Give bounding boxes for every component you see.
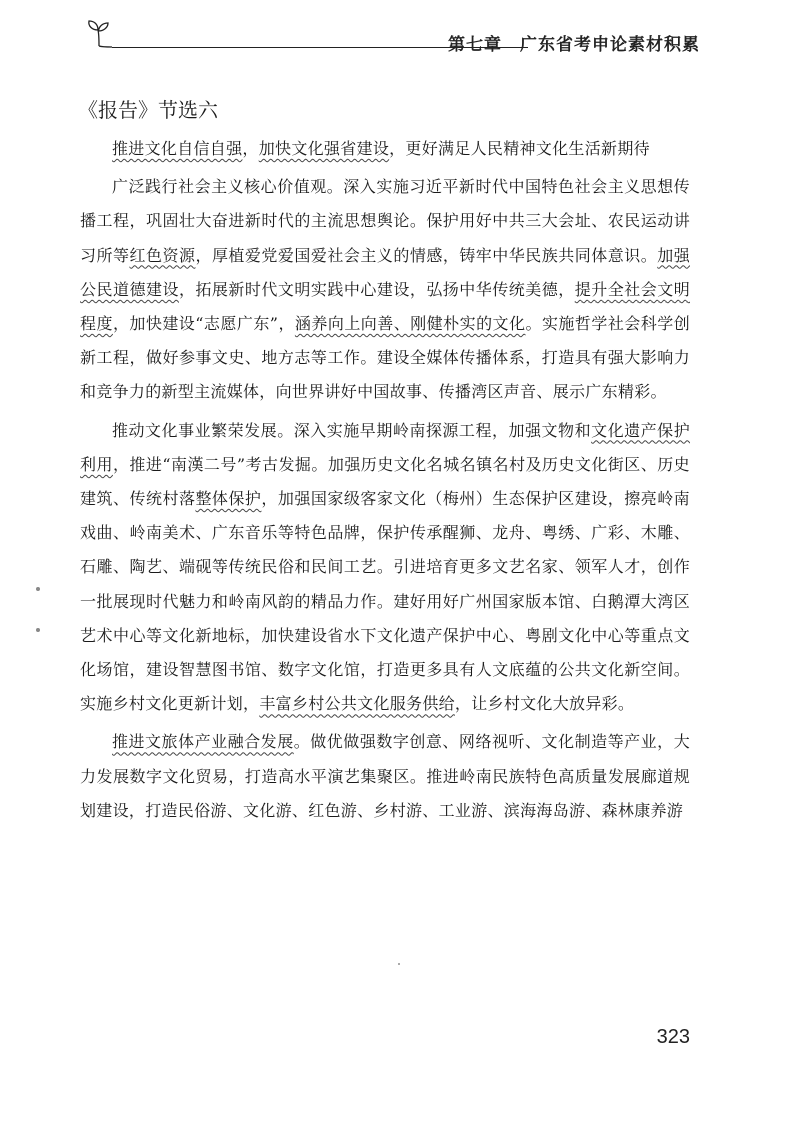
text-run: 。实施哲学社会科学创新工程，做好参事文史、地方志等工作。建设全媒体传播体系，打造具有强大影响力和竞争力的新型主流媒体，向世界讲好中国故事、传播湾区声音、展示广东精彩。: [80, 314, 690, 402]
underlined-phrase: 整体保护: [195, 489, 262, 509]
margin-mark: [36, 628, 40, 632]
underlined-phrase: 推进文化自信自强: [112, 139, 243, 158]
underlined-phrase: 加强公民道德建设: [80, 245, 690, 299]
chapter-title: 第七章 广东省考申论素材积累: [448, 35, 700, 55]
underlined-phrase: 推进文旅体产业融合发展: [112, 732, 294, 752]
paragraph-tourism-integration: [80, 725, 690, 828]
scan-speck: [398, 963, 400, 965]
text-run: 推动文化事业繁荣发展。深入实施早期岭南探源工程，加强文物和: [112, 420, 592, 440]
body-text: [80, 132, 690, 832]
text-run: ，: [242, 139, 259, 158]
text-run: ，更好满足人民精神文化生活新期待: [389, 139, 650, 158]
underlined-phrase: 提升全社会文明程度: [80, 279, 690, 334]
section-title: 《报告》节选六: [78, 98, 218, 122]
text-run: ，拓展新时代文明实践中心建设，弘扬中华传统美德，: [178, 279, 575, 299]
underlined-phrase: 加快文化强省建设: [258, 139, 390, 158]
page-header: [86, 18, 700, 58]
text-run: ，厚植爱党爱国爱社会主义的情感，铸牢中华民族共同体意识。: [195, 245, 658, 265]
text-run: 广泛践行社会主义核心价值观。深入实施习近平新时代中国特色社会主义思想传播工程，巩固壮大奋进新时代的主流思想舆论。保护用好中共三大会址、农民运动讲习所等: [80, 177, 690, 265]
paragraph-cultural-undertakings: [80, 414, 690, 722]
text-run: ，加强国家级客家文化（梅州）生态保护区建设，擦亮岭南戏曲、岭南美术、广东音乐等特色品牌，保护传承醒狮、龙舟、粤绣、广彩、木雕、石雕、陶艺、端砚等传统民俗和民间工艺。引进培育更多文艺名家、领军人才，创作一批展现时代魅力和岭南风韵的精品力作。建好用好广州国家版本馆、白鹅潭大湾区艺术中心等文化新地标，加快建设省水下文化遗产保护中心、粤剧文化中心等重点文化场馆，建设智慧图书馆、数字文化馆，打造更多具有人文底蕴的公共文化新空间。实施乡村文化更新计划，: [80, 489, 690, 714]
text-run: 。做优做强数字创意、网络视听、文化制造等产业，大力发展数字文化贸易，打造高水平演艺集聚区。推进岭南民族特色高质量发展廊道规划建设，打造民俗游、文化游、红色游、乡村游、工业游、滨海海岛游、森林康养游: [80, 732, 690, 820]
underlined-phrase: 涵养向上向善、刚健朴实的文化: [294, 314, 526, 334]
underlined-phrase: 文化遗产保护利用: [80, 420, 690, 474]
margin-mark: [36, 587, 40, 591]
topic-sentence: [80, 132, 690, 166]
text-run: ，推进“南漢二号”考古发掘。加强历史文化名城名镇名村及历史文化街区、历史建筑、传统村落: [80, 454, 690, 509]
page-number: 323: [656, 1026, 690, 1048]
sprout-leaf-icon: [86, 18, 112, 48]
underlined-phrase: 红色资源: [129, 245, 196, 265]
paragraph-core-values: [80, 170, 690, 409]
text-run: ，让乡村文化大放异彩。: [454, 694, 635, 714]
text-run: ，加快建设“志愿广东”，: [112, 314, 295, 334]
underlined-phrase: 丰富乡村公共文化服务供给: [259, 694, 455, 714]
